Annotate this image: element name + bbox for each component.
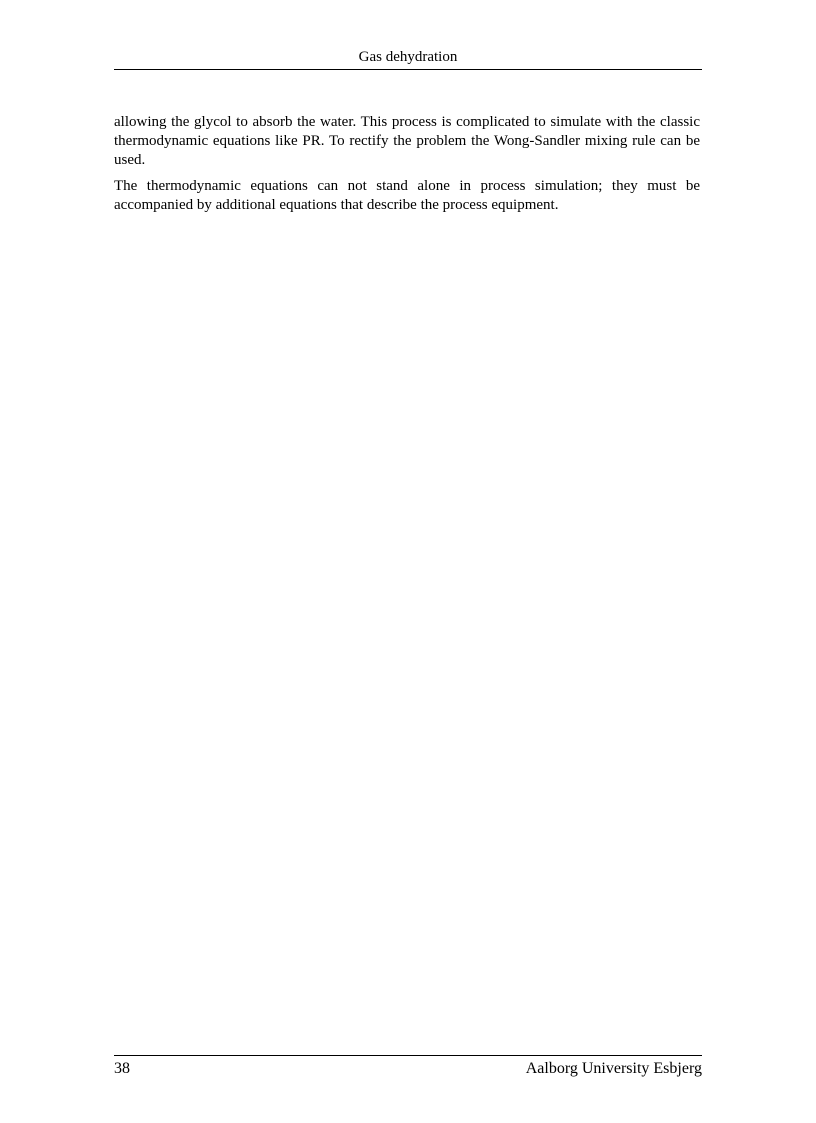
page-footer (114, 1055, 702, 1080)
running-header-title: Gas dehydration (358, 49, 458, 65)
body-text (114, 113, 700, 222)
page-header (114, 44, 702, 70)
paragraph: The thermodynamic equations can not stand alone in process simulation; they must be accompanied by additional equations that describe the process equipment. (114, 178, 700, 213)
footer-institution: Aalborg University Esbjerg (525, 1060, 702, 1077)
page-number: 38 (114, 1060, 130, 1077)
paragraph: allowing the glycol to absorb the water. This process is complicated to simulate with the classic thermodynamic equations like PR. To rectify the problem the Wong-Sandler mixing rule can be used. (114, 114, 700, 168)
